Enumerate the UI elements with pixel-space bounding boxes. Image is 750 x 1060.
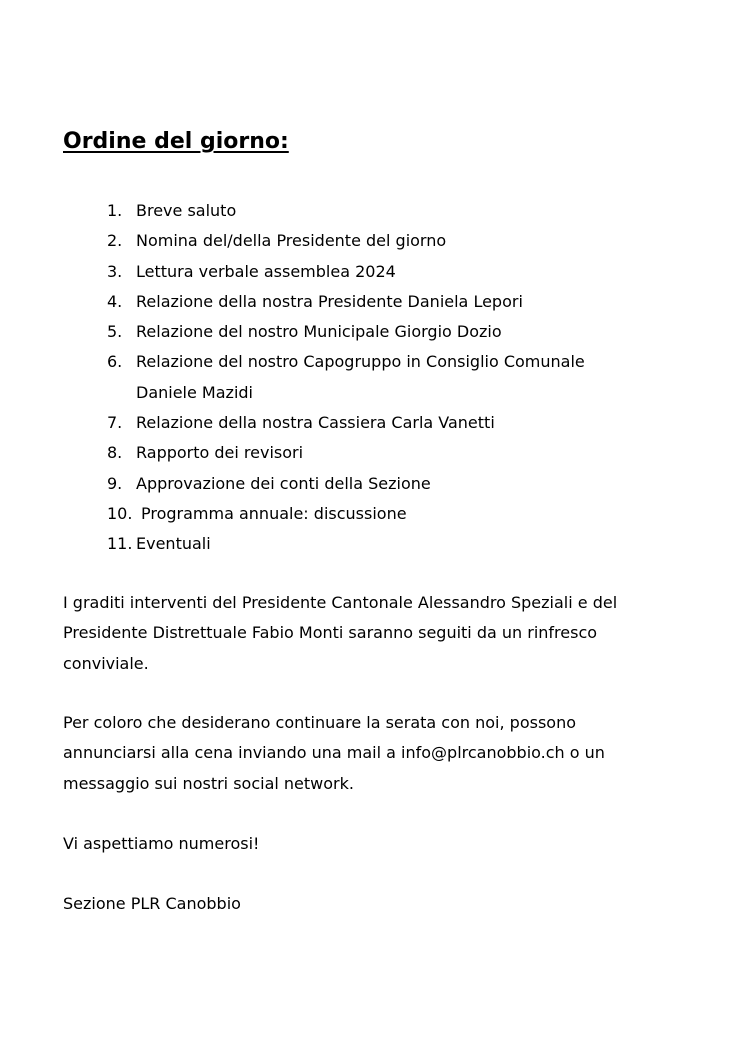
paragraph-line: Presidente Distrettuale Fabio Monti saranno seguiti da un rinfresco — [63, 623, 598, 643]
agenda-item-number: 3. — [107, 261, 123, 281]
agenda-item-number: 11. — [107, 534, 133, 554]
agenda-item-number: 9. — [107, 473, 123, 493]
agenda-item — [0, 529, 750, 559]
agenda-item-number: 7. — [107, 413, 123, 433]
paragraph-interventi — [63, 588, 703, 679]
agenda-item-text: Programma annuale: discussione — [141, 503, 407, 523]
agenda-item-text: Relazione della nostra Presidente Daniela Lepori — [136, 291, 523, 311]
agenda-list — [0, 196, 750, 560]
paragraph-line: I graditi interventi del Presidente Cantonale Alessandro Speziali e del — [63, 593, 618, 612]
agenda-item-text: Nomina del/della Presidente del giorno — [136, 231, 447, 251]
paragraph-line: conviviale. — [63, 653, 149, 673]
agenda-item-number: 10. — [107, 503, 133, 523]
agenda-item-number: 6. — [107, 352, 123, 372]
closing-line: Vi aspettiamo numerosi! — [63, 834, 260, 853]
agenda-item-text: Rapporto dei revisori — [136, 443, 304, 463]
agenda-item — [0, 499, 750, 529]
agenda-item-text: Lettura verbale assemblea 2024 — [136, 261, 396, 281]
agenda-item — [0, 408, 750, 438]
agenda-item — [0, 317, 750, 347]
agenda-item-number: 2. — [107, 231, 123, 251]
agenda-item-text: Relazione del nostro Capogruppo in Consiglio Comunale — [136, 352, 585, 372]
agenda-item — [0, 226, 750, 256]
agenda-item-number: 4. — [107, 291, 123, 311]
signature: Sezione PLR Canobbio — [63, 894, 241, 913]
paragraph-line: messaggio sui nostri social network. — [63, 773, 354, 793]
agenda-item-number: 5. — [107, 322, 123, 342]
agenda-item — [0, 469, 750, 499]
agenda-item-text: Approvazione dei conti della Sezione — [136, 473, 431, 493]
agenda-item — [0, 438, 750, 468]
paragraph-line: annunciarsi alla cena inviando una mail a info@plrcanobbio.ch o un — [63, 743, 605, 763]
agenda-item-text-continuation: Daniele Mazidi — [136, 382, 253, 402]
agenda-item — [0, 287, 750, 317]
paragraph-line: Per coloro che desiderano continuare la serata con noi, possono — [63, 713, 576, 732]
agenda-item — [0, 196, 750, 226]
agenda-item-text: Relazione della nostra Cassiera Carla Vanetti — [136, 413, 495, 433]
agenda-item-number: 8. — [107, 443, 123, 463]
agenda-item-number: 1. — [107, 201, 123, 220]
agenda-item — [0, 257, 750, 287]
agenda-item-text: Eventuali — [136, 534, 211, 554]
agenda-title: Ordine del giorno: — [63, 129, 289, 154]
agenda-item-text: Relazione del nostro Municipale Giorgio Dozio — [136, 322, 502, 342]
paragraph-cena — [63, 708, 703, 799]
agenda-item — [0, 347, 750, 408]
agenda-item-text: Breve saluto — [136, 201, 237, 220]
